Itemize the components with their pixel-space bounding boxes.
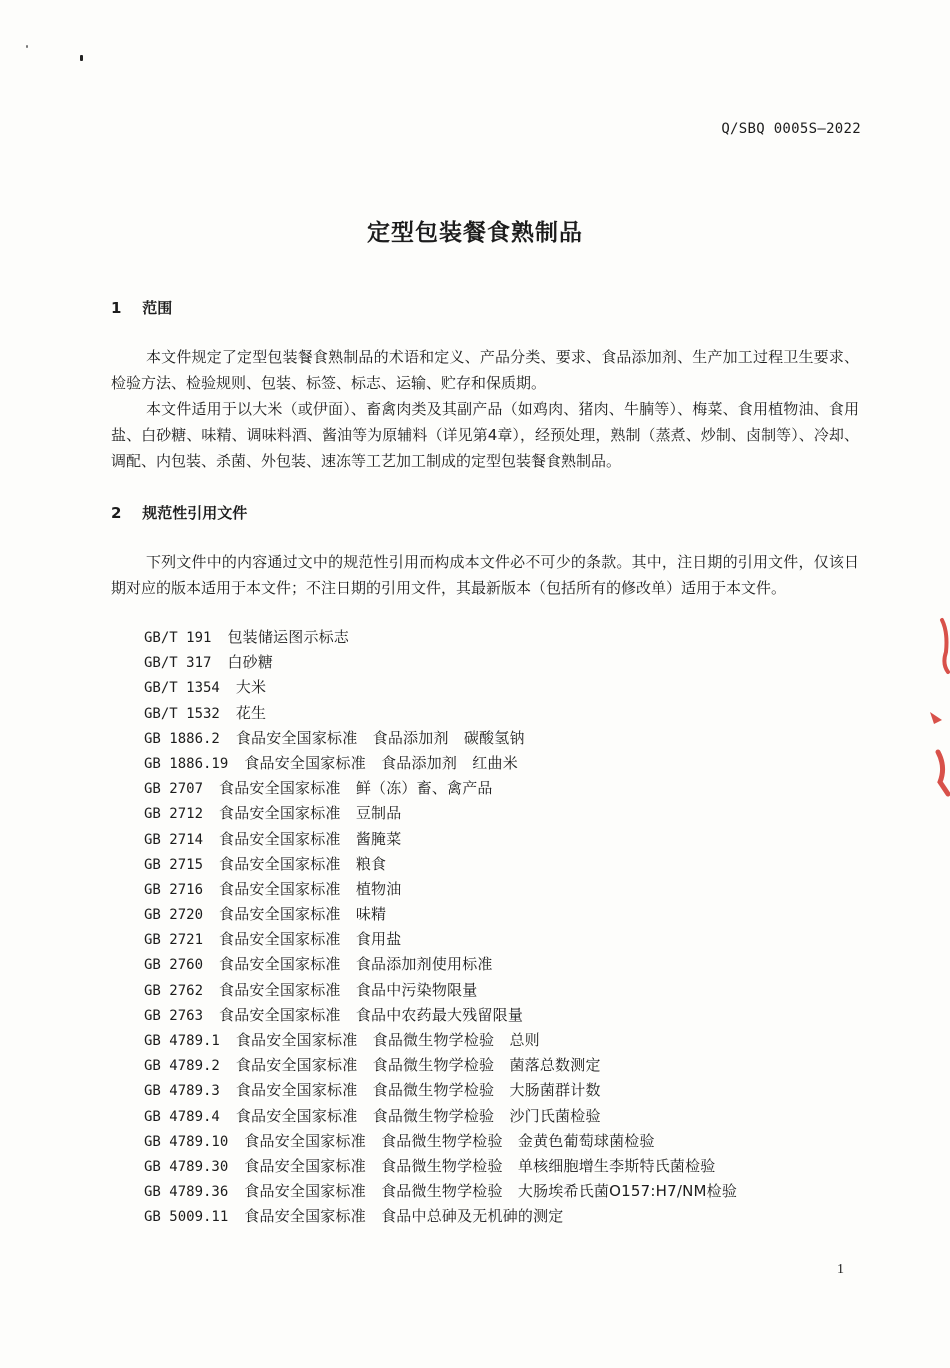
- reference-item: [144, 1028, 737, 1053]
- reference-code: GB 2762: [144, 982, 204, 999]
- reference-code: GB 4789.1: [144, 1033, 220, 1049]
- reference-name: 食品安全国家标准 食品微生物学检验 沙门氏菌检验: [235, 1106, 601, 1125]
- reference-code: GB 2720: [144, 907, 204, 924]
- reference-name: 食品安全国家标准 豆制品: [219, 804, 402, 823]
- section-number: 1: [111, 299, 122, 317]
- reference-name: 食品安全国家标准 食品微生物学检验 菌落总数测定: [235, 1056, 601, 1075]
- reference-code: GB 5009.11: [144, 1209, 229, 1226]
- scope-paragraph: 本文件适用于以大米（或伊面）、畜禽肉类及其副产品（如鸡肉、猪肉、牛腩等）、梅菜、食用植物油、食用盐、白砂糖、味精、调味料酒、酱油等为原辅料（详见第4章），经预处理，熟制（蒸煮、炒制、卤制等）、冷却、调配、内包装、杀菌、外包装、速冻等工艺加工制成的定型包装餐食熟制品。: [111, 400, 859, 470]
- reference-item: [144, 1003, 737, 1028]
- section-heading-scope: [111, 297, 172, 318]
- reference-name: 花生: [235, 703, 267, 722]
- reference-name: 食品安全国家标准 食品添加剂使用标准: [219, 955, 493, 974]
- reference-code: GB 2714: [144, 831, 204, 848]
- reference-name: 食品安全国家标准 食品微生物学检验 单核细胞增生李斯特氏菌检验: [244, 1156, 716, 1175]
- reference-name: 食品安全国家标准 食品中污染物限量: [219, 980, 478, 999]
- reference-code: GB/T 317: [144, 655, 212, 672]
- reference-code: GB 4789.10: [144, 1133, 229, 1150]
- seal-stroke: [938, 752, 948, 794]
- reference-name: 食品安全国家标准 粮食: [219, 854, 387, 873]
- reference-name: 食品安全国家标准 食用盐: [219, 930, 402, 949]
- seal-stroke: [930, 712, 942, 724]
- seal-stroke: [942, 620, 948, 672]
- document-title: 定型包装餐食熟制品: [367, 220, 583, 246]
- reference-item: [144, 726, 737, 751]
- scan-speck: [80, 55, 83, 61]
- reference-code: GB 4789.4: [144, 1108, 220, 1125]
- reference-item: [144, 1053, 737, 1078]
- scope-paragraph: 本文件规定了定型包装餐食熟制品的术语和定义、产品分类、要求、食品添加剂、生产加工过程卫生要求、检验方法、检验规则、包装、标签、标志、运输、贮存和保质期。: [111, 348, 859, 392]
- reference-code: GB/T 1532: [144, 705, 220, 722]
- section-number: 2: [111, 504, 122, 522]
- reference-item: [144, 776, 737, 801]
- reference-code: GB 2763: [144, 1007, 204, 1024]
- reference-name: 食品安全国家标准 食品中农药最大残留限量: [219, 1005, 524, 1024]
- reference-item: [144, 952, 737, 977]
- reference-item: [144, 978, 737, 1003]
- section-heading-normative-references: [111, 502, 247, 523]
- reference-name: 包装储运图示标志: [227, 628, 350, 646]
- reference-code: GB 2716: [144, 881, 204, 898]
- reference-code: GB 1886.19: [144, 755, 229, 772]
- reference-item: [144, 751, 737, 776]
- reference-item: [144, 902, 737, 927]
- reference-name: 食品安全国家标准 味精: [219, 905, 387, 924]
- reference-name: 食品安全国家标准 植物油: [219, 879, 402, 898]
- reference-item: [144, 1078, 737, 1103]
- reference-name: 食品安全国家标准 食品添加剂 碳酸氢钠: [235, 728, 525, 747]
- reference-name: 食品安全国家标准 酱腌菜: [219, 829, 402, 848]
- reference-item: [144, 1179, 737, 1204]
- reference-name: 白砂糖: [227, 653, 274, 672]
- reference-name: 食品安全国家标准 食品中总砷及无机砷的测定: [244, 1207, 564, 1226]
- reference-code: GB 2707: [144, 781, 204, 798]
- reference-item: [144, 675, 737, 700]
- reference-code: GB 4789.3: [144, 1083, 220, 1100]
- reference-name: 食品安全国家标准 食品添加剂 红曲米: [244, 753, 518, 772]
- reference-code: GB 2760: [144, 957, 204, 974]
- reference-code: GB/T 191: [144, 630, 212, 646]
- section-title: 规范性引用文件: [142, 504, 248, 522]
- reference-item: [144, 1154, 737, 1179]
- page-number: 1: [837, 1262, 844, 1277]
- reference-item: [144, 1104, 737, 1129]
- reference-item: [144, 1204, 737, 1229]
- reference-item: [144, 827, 737, 852]
- reference-name: 食品安全国家标准 食品微生物学检验 大肠埃希氏菌O157:H7/NM检验: [244, 1182, 738, 1201]
- reference-code: GB 1886.2: [144, 730, 220, 747]
- reference-name: 食品安全国家标准 食品微生物学检验 大肠菌群计数: [235, 1081, 601, 1100]
- reference-item: [144, 701, 737, 726]
- reference-item: [144, 1129, 737, 1154]
- reference-code: GB 4789.2: [144, 1058, 220, 1075]
- references-intro-paragraph: 下列文件中的内容通过文中的规范性引用而构成本文件必不可少的条款。其中，注日期的引用文件，仅该日期对应的版本适用于本文件；不注日期的引用文件，其最新版本（包括所有的修改单）适用于本文件。: [111, 553, 859, 597]
- reference-item: [144, 801, 737, 826]
- reference-item: [144, 650, 737, 675]
- reference-name: 大米: [235, 678, 267, 697]
- reference-name: 食品安全国家标准 食品微生物学检验 总则: [235, 1031, 540, 1049]
- reference-name: 食品安全国家标准 鲜（冻）畜、禽产品: [219, 779, 493, 798]
- reference-code: GB/T 1354: [144, 680, 220, 697]
- reference-item: [144, 852, 737, 877]
- reference-list: [144, 625, 737, 1230]
- reference-item: [144, 877, 737, 902]
- reference-name: 食品安全国家标准 食品微生物学检验 金黄色葡萄球菌检验: [244, 1131, 655, 1150]
- reference-code: GB 2715: [144, 856, 204, 873]
- reference-item: [144, 927, 737, 952]
- reference-code: GB 4789.30: [144, 1158, 229, 1175]
- document-code: Q/SBQ 0005S—2022: [721, 121, 861, 137]
- reference-item: [144, 625, 737, 650]
- seal-stamp-fragment: [920, 612, 950, 802]
- reference-code: GB 4789.36: [144, 1184, 229, 1201]
- section-title: 范围: [142, 299, 173, 317]
- reference-code: GB 2721: [144, 932, 204, 949]
- scan-speck: [26, 45, 28, 48]
- reference-code: GB 2712: [144, 806, 204, 823]
